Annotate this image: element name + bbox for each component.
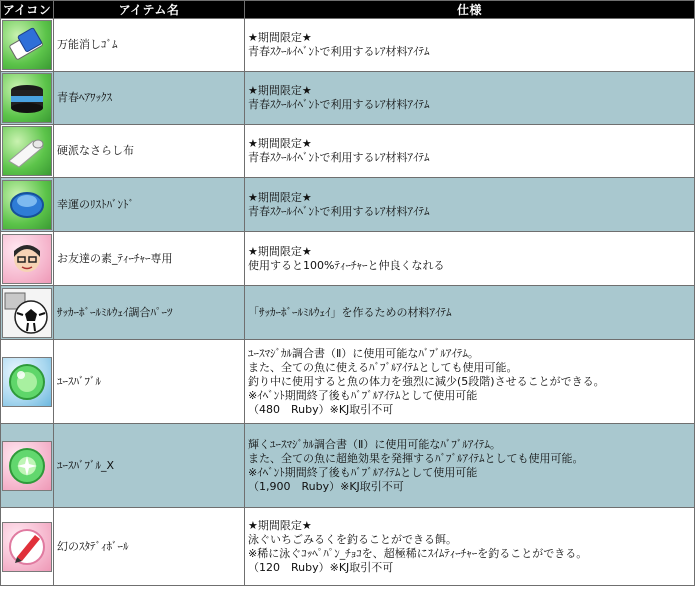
item-name: 幻のｽﾀﾃﾞｨﾎﾞｰﾙ — [54, 508, 245, 586]
item-spec: ★期間限定★ 泳ぐいちごみるくを釣ることができる餌。 ※稀に泳ぐｺｯﾍﾟﾊﾟﾝ_ﾁｮｺを、超極稀にｽｲﾑﾃｨｰﾁｬｰを釣ることができる。 （120 Ruby）※KJ取引不可 — [245, 508, 695, 586]
table-row — [1, 232, 695, 286]
item-name: 万能消しｺﾞﾑ — [54, 19, 245, 72]
icon-cell — [1, 178, 54, 232]
item-spec: ★期間限定★ 青春ｽｸｰﾙｲﾍﾞﾝﾄで利用するﾚｱ材料ｱｲﾃﾑ — [245, 72, 695, 125]
item-name: ﾕｰｽﾊﾞﾌﾞﾙ_X — [54, 424, 245, 508]
header-name: アイテム名 — [54, 1, 245, 19]
icon-cell — [1, 19, 54, 72]
wristband-icon — [2, 180, 52, 230]
table-row — [1, 286, 695, 340]
icon-cell — [1, 424, 54, 508]
icon-cell — [1, 340, 54, 424]
icon-cell — [1, 72, 54, 125]
icon-cell — [1, 286, 54, 340]
item-name: 硬派なさらし布 — [54, 125, 245, 178]
item-spec: 輝くﾕｰｽﾏｼﾞｶﾙ調合書（Ⅱ）に使用可能なﾊﾞﾌﾞﾙｱｲﾃﾑ。 また、全ての魚に超絶効果を発揮するﾊﾞﾌﾞﾙｱｲﾃﾑとしても使用可能。 ※ｲﾍﾞﾝﾄ期間終了後もﾊﾞﾌﾞﾙｱｲﾃﾑとして使用可能 （1,900 Ruby）※KJ取引不可 — [245, 424, 695, 508]
youth-bubble-x-icon — [2, 441, 52, 491]
table-row — [1, 72, 695, 125]
item-name: ﾕｰｽﾊﾞﾌﾞﾙ — [54, 340, 245, 424]
table-row — [1, 125, 695, 178]
table-row — [1, 424, 695, 508]
table-row — [1, 19, 695, 72]
header-row — [1, 1, 695, 19]
table-row — [1, 508, 695, 586]
youth-bubble-icon — [2, 357, 52, 407]
item-name: ｻｯｶｰﾎﾞｰﾙﾐﾙｳｪｲ調合ﾊﾟｰﾂ — [54, 286, 245, 340]
cloth-roll-icon — [2, 126, 52, 176]
table-row — [1, 340, 695, 424]
item-name: 幸運のﾘｽﾄﾊﾞﾝﾄﾞ — [54, 178, 245, 232]
item-spec: ★期間限定★ 青春ｽｸｰﾙｲﾍﾞﾝﾄで利用するﾚｱ材料ｱｲﾃﾑ — [245, 125, 695, 178]
teacher-face-icon — [2, 234, 52, 284]
icon-cell — [1, 508, 54, 586]
item-spec: ★期間限定★ 青春ｽｸｰﾙｲﾍﾞﾝﾄで利用するﾚｱ材料ｱｲﾃﾑ — [245, 178, 695, 232]
item-spec: ★期間限定★ 使用すると100%ﾃｨｰﾁｬｰと仲良くなれる — [245, 232, 695, 286]
item-name: 青春ﾍｱﾜｯｸｽ — [54, 72, 245, 125]
stardy-ball-icon — [2, 522, 52, 572]
soccer-ball-parts-icon — [2, 288, 52, 338]
item-spec: ﾕｰｽﾏｼﾞｶﾙ調合書（Ⅱ）に使用可能なﾊﾞﾌﾞﾙｱｲﾃﾑ。 また、全ての魚に使えるﾊﾞﾌﾞﾙｱｲﾃﾑとしても使用可能。 釣り中に使用すると魚の体力を強烈に減少(5段階)させることができる。 ※ｲﾍﾞﾝﾄ期間終了後もﾊﾞﾌﾞﾙｱｲﾃﾑとして使用可能 （480 Ruby）※KJ取引不可 — [245, 340, 695, 424]
header-icon: アイコン — [1, 1, 54, 19]
item-spec: 「ｻｯｶｰﾎﾞｰﾙﾐﾙｳｪｲ」を作るための材料ｱｲﾃﾑ — [245, 286, 695, 340]
icon-cell — [1, 232, 54, 286]
blue-eraser-icon — [2, 20, 52, 70]
icon-cell — [1, 125, 54, 178]
item-spec: ★期間限定★ 青春ｽｸｰﾙｲﾍﾞﾝﾄで利用するﾚｱ材料ｱｲﾃﾑ — [245, 19, 695, 72]
header-spec: 仕様 — [245, 1, 695, 19]
item-name: お友達の素_ﾃｨｰﾁｬｰ専用 — [54, 232, 245, 286]
table-row — [1, 178, 695, 232]
hair-wax-jar-icon — [2, 73, 52, 123]
